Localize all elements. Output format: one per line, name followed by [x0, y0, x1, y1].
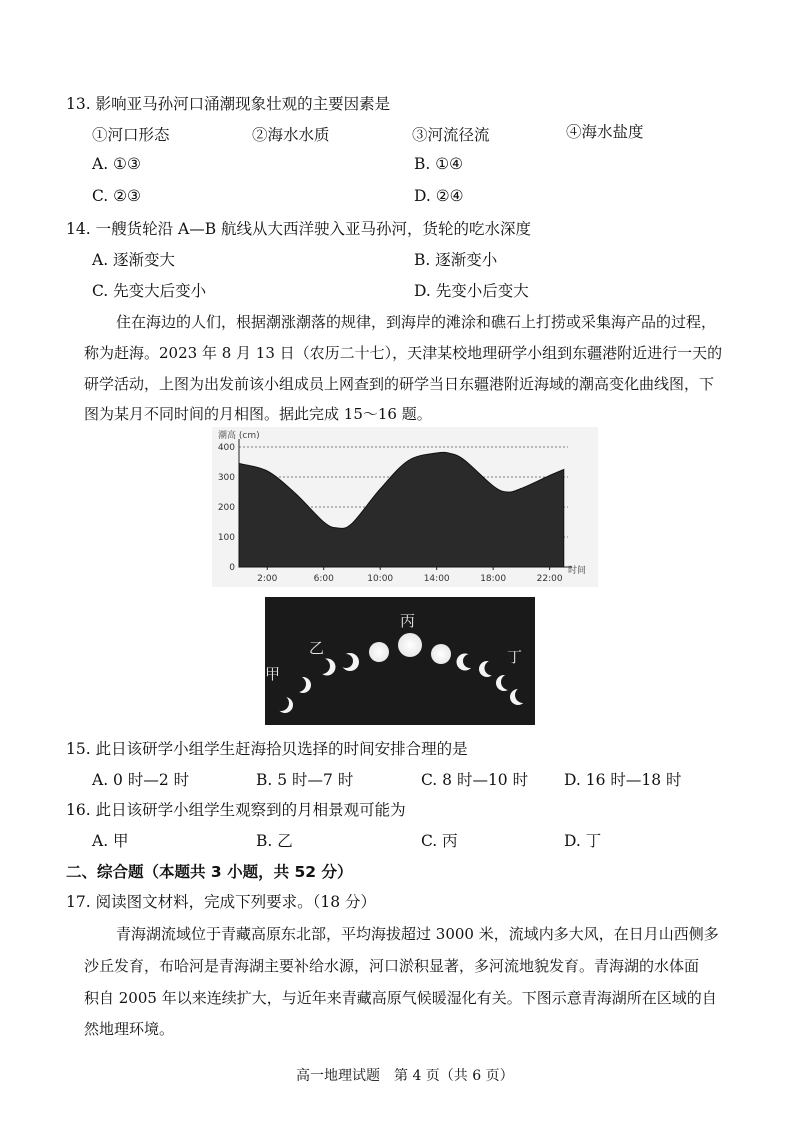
q16-option-d: D. 丁	[564, 832, 602, 850]
material-line-3: 研学活动，上图为出发前该小组成员上网查到的研学当日东疆港附近海域的潮高变化曲线图，下	[84, 375, 715, 393]
tide-y-tick-label: 300	[217, 473, 235, 483]
moon-waxing-gibbous	[369, 642, 389, 662]
q13-item-4: ④海水盐度	[566, 123, 644, 141]
q13-item-1: ①河口形态	[92, 126, 170, 144]
moon-label-jia: 甲	[265, 665, 281, 683]
tide-y-tick-label: 200	[217, 503, 235, 513]
q17-line-1: 青海湖流域位于青藏高原东北部，平均海拔超过 3000 米，流域内多大风，在日月山西侧多	[116, 925, 719, 943]
q15-option-b: B. 5 时—7 时	[256, 771, 354, 789]
tide-chart	[212, 427, 598, 587]
q16-option-c: C. 丙	[421, 832, 458, 850]
q15-option-a: A. 0 时—2 时	[92, 771, 190, 789]
section-2-title: 二、综合题（本题共 3 小题，共 52 分）	[66, 863, 353, 881]
page-footer: 高一地理试题 第 4 页（共 6 页）	[296, 1068, 514, 1084]
moon-waxing-crescent-2	[290, 676, 311, 693]
moon-waning-crescent-2	[510, 687, 531, 705]
tide-y-tick-label: 400	[217, 443, 235, 453]
tide-x-tick-label: 2:00	[257, 574, 278, 584]
moon-phase-svg	[265, 597, 535, 725]
moon-waxing-crescent-1	[273, 695, 293, 713]
q13-option-c: C. ②③	[92, 187, 141, 205]
moon-label-ding: 丁	[507, 648, 523, 666]
moon-full	[398, 633, 422, 657]
tide-x-tick-label: 10:00	[367, 574, 394, 584]
q14-option-c: C. 先变大后变小	[92, 282, 207, 300]
q16-stem: 16. 此日该研学小组学生观察到的月相景观可能为	[66, 801, 406, 819]
q13-stem: 13. 影响亚马孙河口涌潮现象壮观的主要因素是	[66, 95, 391, 113]
q13-option-a: A. ①③	[92, 155, 141, 173]
moon-label-yi: 乙	[309, 639, 325, 657]
q13-option-b: B. ①④	[414, 155, 464, 173]
tide-x-tick-label: 6:00	[313, 574, 334, 584]
q14-stem: 14. 一艘货轮沿 A—B 航线从大西洋驶入亚马孙河，货轮的吃水深度	[66, 220, 532, 238]
material-line-4: 图为某月不同时间的月相图。据此完成 15～16 题。	[84, 405, 432, 423]
tide-y-tick-label: 0	[229, 563, 235, 573]
tide-y-tick-label: 100	[217, 533, 235, 543]
q13-item-2: ②海水水质	[252, 126, 330, 144]
q15-stem: 15. 此日该研学小组学生赶海拾贝选择的时间安排合理的是	[66, 740, 468, 758]
q17-line-4: 然地理环境。	[84, 1020, 175, 1038]
q16-option-a: A. 甲	[92, 832, 129, 850]
tide-chart-svg	[212, 427, 598, 587]
tide-x-tick-label: 18:00	[480, 574, 507, 584]
material-line-1: 住在海边的人们，根据潮涨潮落的规律，到海岸的滩涂和礁石上打捞或采集海产品的过程，	[116, 313, 717, 331]
q16-option-b: B. 乙	[256, 832, 293, 850]
q14-option-b: B. 逐渐变小	[414, 251, 498, 269]
q13-item-3: ③河流径流	[412, 126, 490, 144]
moon-waning-gibbous	[431, 644, 451, 664]
moon-last-quarter-2	[479, 661, 500, 678]
moon-last-quarter-1	[457, 654, 478, 671]
moon-label-bing: 丙	[400, 612, 416, 630]
q17-line-2: 沙丘发育，布哈河是青海湖主要补给水源，河口淤积显著，多河流地貌发育。青海湖的水体面	[84, 957, 700, 975]
moon-phase-figure	[265, 597, 535, 725]
q14-option-d: D. 先变小后变大	[414, 282, 529, 300]
tide-y-label: 潮高 (cm)	[218, 431, 260, 441]
q15-option-d: D. 16 时—18 时	[564, 771, 682, 789]
q15-option-c: C. 8 时—10 时	[421, 771, 529, 789]
tide-area	[239, 452, 564, 567]
q14-option-a: A. 逐渐变大	[92, 251, 176, 269]
moon-first-quarter-2	[339, 653, 359, 671]
q17-stem: 17. 阅读图文材料，完成下列要求。（18 分）	[66, 893, 376, 911]
material-line-2: 称为赶海。2023 年 8 月 13 日（农历二十七），天津某校地理研学小组到东疆港附近进行一天的	[84, 344, 723, 362]
q13-option-d: D. ②④	[414, 187, 464, 205]
moon-waning-crescent-1	[496, 674, 517, 691]
tide-x-label: 时间	[568, 566, 587, 576]
moon-first-quarter-1	[314, 658, 336, 676]
tide-x-tick-label: 14:00	[423, 574, 450, 584]
q17-line-3: 积自 2005 年以来连续扩大，与近年来青藏高原气候暖湿化有关。下图示意青海湖所在区域的自	[84, 989, 717, 1007]
tide-x-tick-label: 22:00	[536, 574, 563, 584]
